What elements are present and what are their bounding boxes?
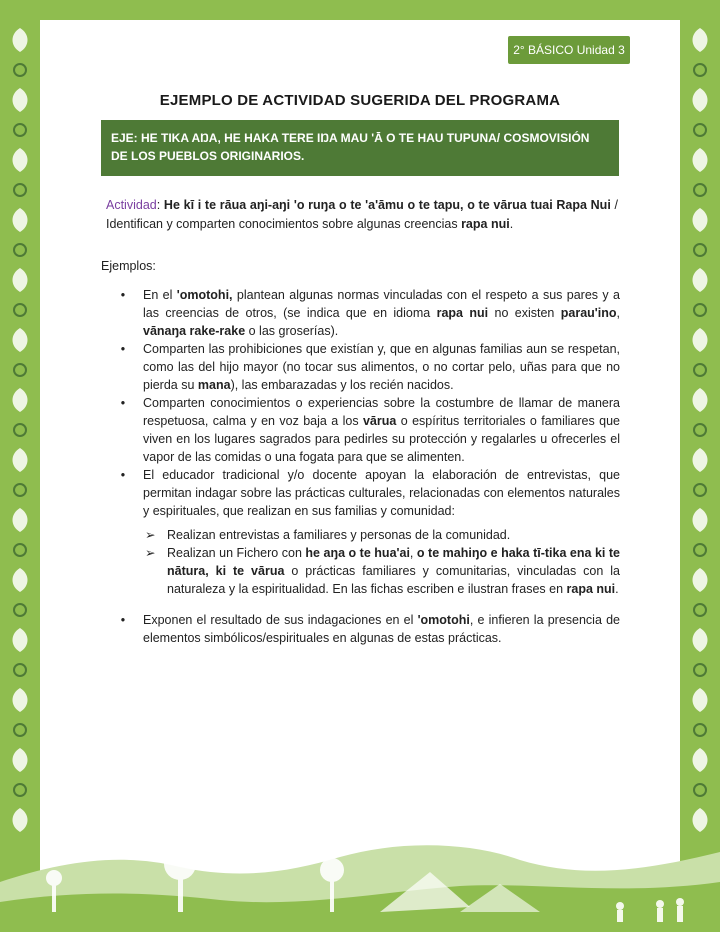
actividad-period: . <box>509 217 514 231</box>
list-item: • El educador tradicional y/o docente apoyan la elaboración de entrevistas, que permitan indagar sobre las prácticas culturales, relacionadas con elementos naturales y espirituales, que realizan en sus familias y comunidad: <box>118 466 620 520</box>
arrow-bullet-icon: ➢ <box>145 546 156 560</box>
bullet-icon: • <box>120 396 126 410</box>
sub-list <box>145 526 620 598</box>
list-item: • Comparten conocimientos o experiencias sobre la costumbre de llamar de manera respetuosa, calma y en voz baja a los vārua o espíritus territoriales o familiares que viven en los lugares sagrados para pedirles su protección y regalarles u ofrecerles el vapor de las comidas o una fogata para que se alimenten. <box>118 394 620 466</box>
eje-box <box>101 120 619 176</box>
sub-list-item: ➢ Realizan entrevistas a familiares y personas de la comunidad. <box>145 528 511 542</box>
list-item: • Comparten las prohibiciones que existían y, que en algunas familias aun se respetan, como las del hijo mayor (no tocar sus alimentos, o no cortar pelo, uñas para que no pierda su mana), las embarazadas y los recién nacidos. <box>118 340 620 394</box>
unit-tab: 2° BÁSICO Unidad 3 <box>508 36 630 64</box>
examples-list <box>118 286 620 520</box>
actividad-separator: / <box>610 198 618 212</box>
ejemplos-label: Ejemplos: <box>101 259 156 273</box>
footer-landscape-illustration <box>0 812 720 932</box>
bullet-icon: • <box>120 288 126 302</box>
bullet-icon: • <box>120 468 126 482</box>
top-decorative-band <box>0 0 720 20</box>
bullet-icon: • <box>120 613 126 627</box>
list-item: • En el 'omotohi, plantean algunas normas vinculadas con el respeto a sus pares y a las creencias de otros, (se indica que en idioma rapa nui no existen parau'ino, vānaŋa rake-rake o las groserías). <box>118 286 620 340</box>
arrow-bullet-icon: ➢ <box>145 528 156 542</box>
actividad-paragraph <box>106 196 618 234</box>
actividad-bold-end: rapa nui <box>461 217 510 231</box>
actividad-text: Identifican y comparten conocimientos sobre algunas creencias <box>106 217 462 231</box>
final-list <box>118 611 620 647</box>
eje-text: EJE: HE TIKA AŊA, HE HAKA TERE IŊA MAU 'Ā O TE HAU TUPUNA/ COSMOVISIÓN DE LOS PUEBLOS ORIGINARIOS. <box>111 131 590 163</box>
actividad-label: Actividad <box>106 198 157 212</box>
right-decorative-border <box>680 0 720 932</box>
list-item: • Exponen el resultado de sus indagaciones en el 'omotohi, e infieren la presencia de elementos simbólicos/espirituales en algunas de estas prácticas. <box>118 611 620 647</box>
actividad-rapanui-title: He kī i te rāua aŋi-aŋi 'o ruŋa o te 'a'āmu o te tapu, o te vārua tuai Rapa Nui <box>163 198 611 212</box>
bullet-icon: • <box>120 342 126 356</box>
page-title: EJEMPLO DE ACTIVIDAD SUGERIDA DEL PROGRAMA <box>159 92 561 109</box>
actividad-colon: : <box>156 198 164 212</box>
sub-list-item: ➢ Realizan un Fichero con he aŋa o te hua'ai, o te mahiŋo e haka tī-tika ena ki te nātura, ki te vārua o prácticas familiares y comunitarias, vinculadas con la naturaleza y la espiritualidad. En las fichas escriben e ilustran frases en rapa nui. <box>145 546 620 596</box>
left-decorative-border <box>0 0 40 932</box>
